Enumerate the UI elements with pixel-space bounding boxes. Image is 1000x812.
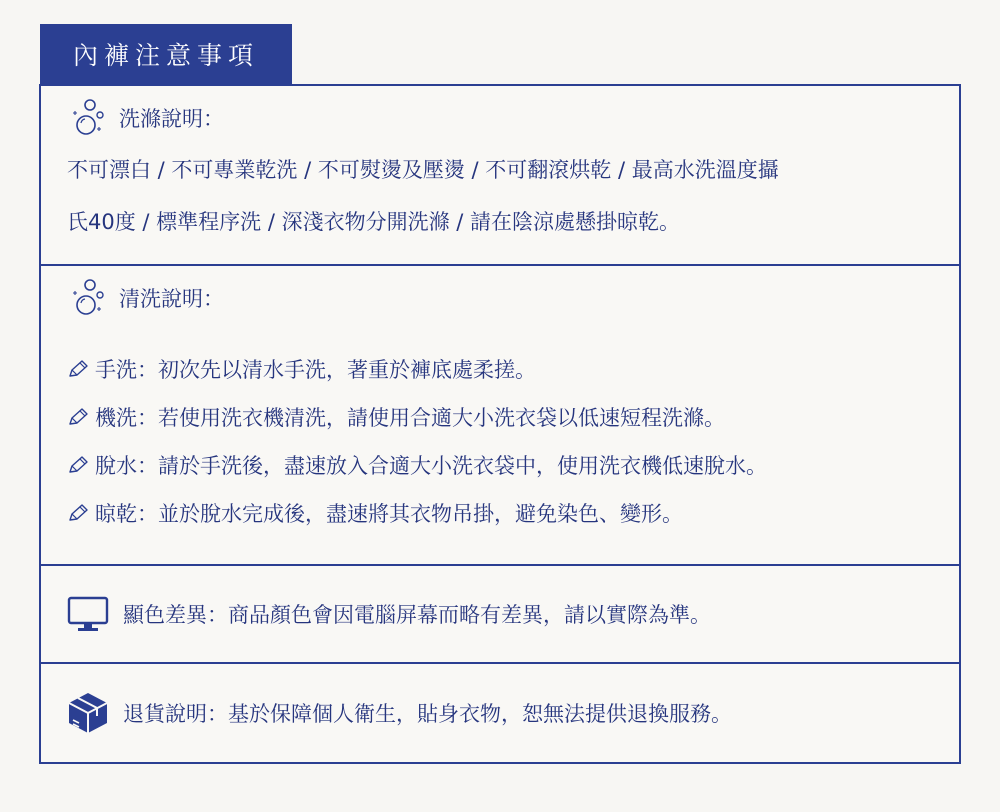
pencil-icon	[67, 503, 89, 523]
cleaning-item-label: 機洗：若使用洗衣機清洗，請使用合適大小洗衣袋以低速短程洗滌。	[95, 406, 725, 430]
washing-line-1: 不可漂白 / 不可專業乾洗 / 不可熨燙及壓燙 / 不可翻滾烘乾 / 最高水洗溫度攝	[67, 158, 779, 182]
cleaning-heading	[67, 276, 224, 320]
cleaning-item-label: 脫水：請於手洗後，盡速放入合適大小洗衣袋中，使用洗衣機低速脫水。	[95, 454, 767, 478]
cleaning-panel	[39, 264, 961, 566]
color-note-label: 顯色差異：商品顏色會因電腦屏幕而略有差異，請以實際為準。	[123, 603, 711, 627]
cleaning-item-machine-wash	[67, 402, 725, 432]
washing-line-2: 氏40度 / 標準程序洗 / 深淺衣物分開洗滌 / 請在陰涼處懸掛晾乾。	[67, 210, 680, 234]
cleaning-item-label: 晾乾：並於脫水完成後，盡速將其衣物吊掛，避免染色、變形。	[95, 502, 683, 526]
cleaning-item-hand-wash	[67, 354, 536, 384]
return-note	[67, 664, 732, 762]
pencil-icon	[67, 359, 89, 379]
page-title: 內褲注意事項	[40, 24, 292, 84]
washing-heading	[67, 96, 224, 140]
cleaning-heading-label: 清洗說明：	[119, 287, 224, 311]
return-note-label: 退貨說明：基於保障個人衛生，貼身衣物，恕無法提供退換服務。	[123, 702, 732, 726]
pencil-icon	[67, 455, 89, 475]
color-note-panel	[39, 564, 961, 664]
bubbles-icon	[67, 276, 107, 320]
cleaning-item-hang-dry	[67, 498, 683, 528]
return-note-panel	[39, 662, 961, 764]
pencil-icon	[67, 407, 89, 427]
washing-heading-label: 洗滌說明：	[119, 107, 224, 131]
color-note	[67, 566, 711, 662]
bubbles-icon	[67, 96, 107, 140]
cleaning-item-label: 手洗：初次先以清水手洗，著重於褲底處柔搓。	[95, 358, 536, 382]
cleaning-item-spin-dry	[67, 450, 767, 480]
washing-panel	[39, 84, 961, 266]
box-icon	[67, 691, 109, 735]
monitor-icon	[67, 595, 109, 633]
